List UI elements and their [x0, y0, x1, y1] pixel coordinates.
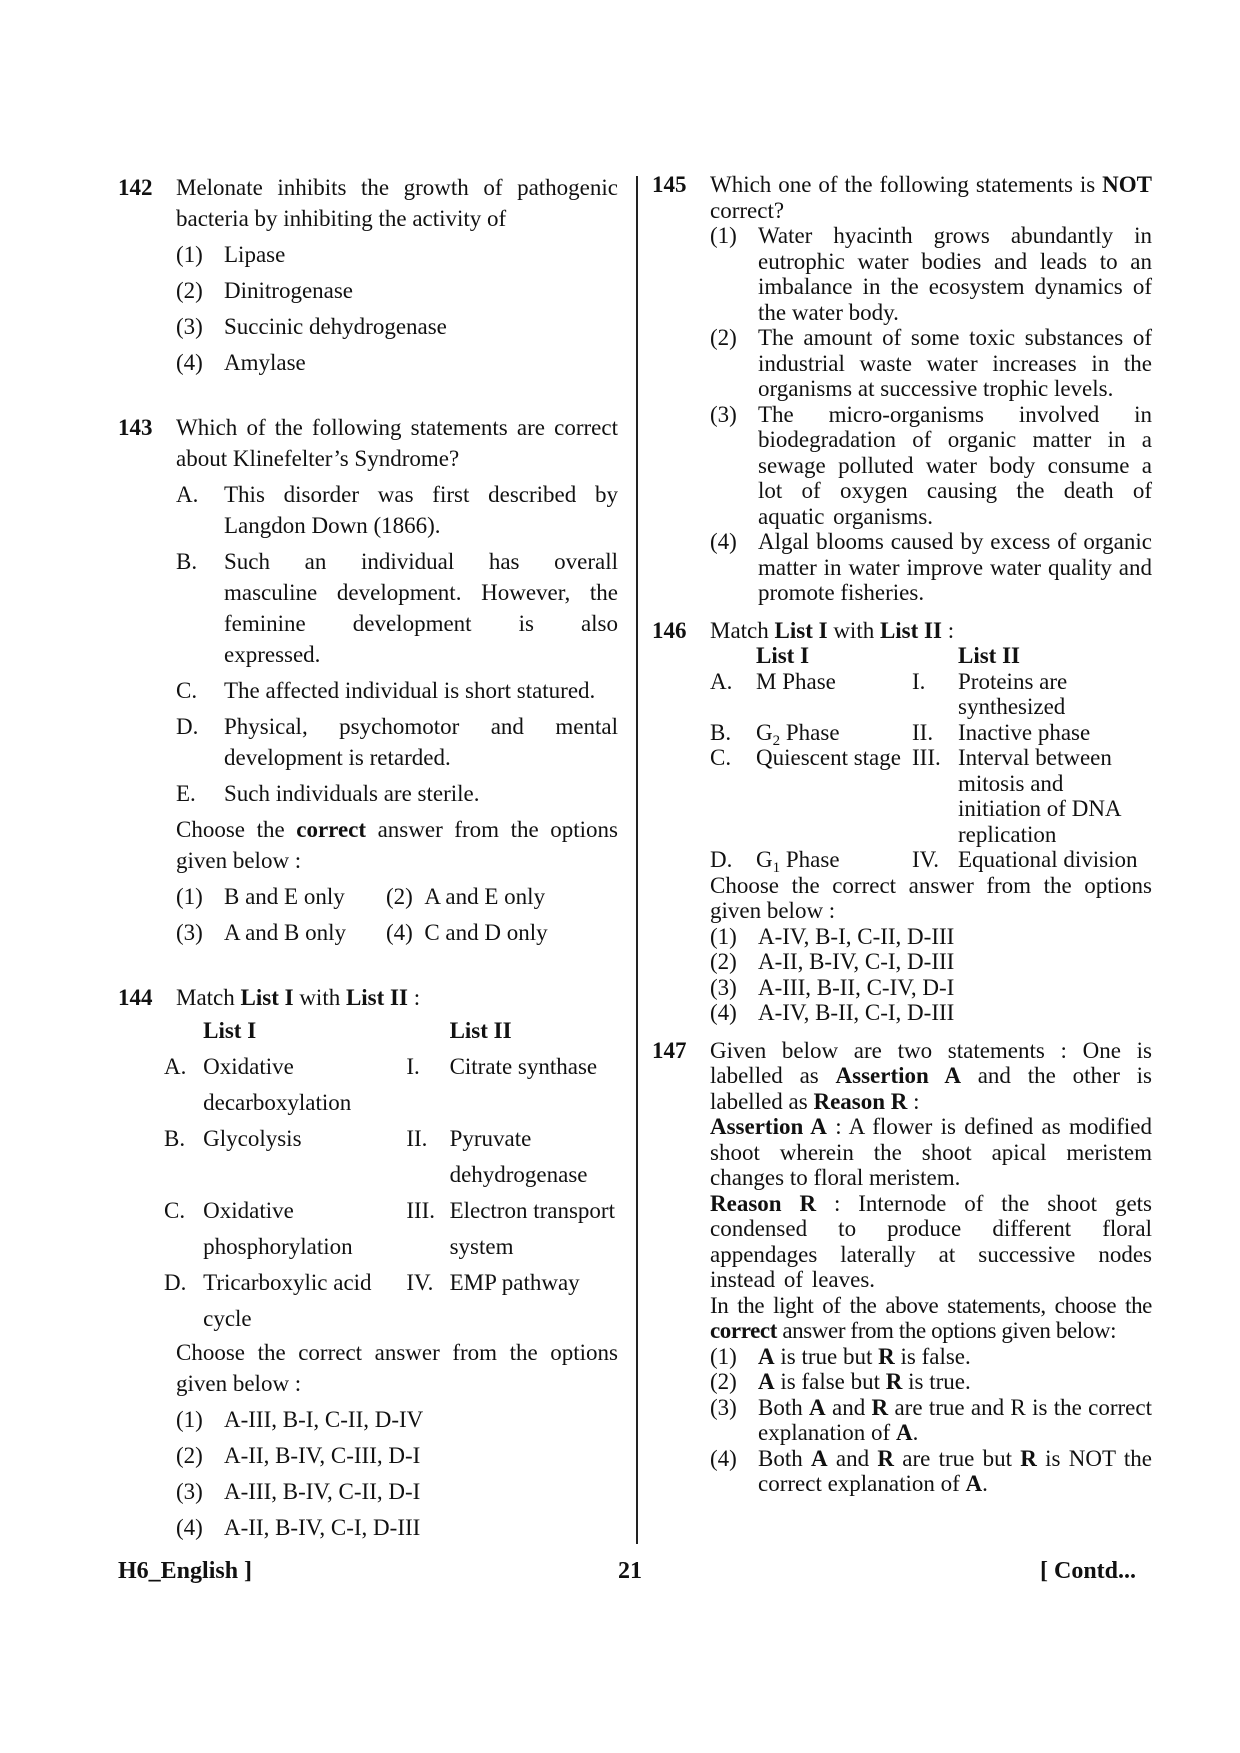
table-row: B. $G_2$ Phase II. Inactive phase — [710, 719, 1091, 749]
question-145 — [652, 172, 1152, 606]
choose-instruction: In the light of the above statements, choose the correct answer from the options given below: — [710, 1292, 1152, 1343]
question-number: 143 — [118, 415, 153, 440]
option-2: (2) A-II, B-IV, C-I, D-III — [710, 949, 955, 974]
option-3: (3) A-III, B-II, C-IV, D-I — [710, 974, 955, 1000]
question-number: 142 — [118, 175, 153, 200]
option-3: (3) The micro-organisms involved in biodegradation of organic matter in a sewage polluted water body consume a lot of oxygen causing the death of aquatic organisms. — [710, 401, 1152, 529]
question-number: 147 — [652, 1037, 687, 1063]
table-row: C. Quiescent stage III. Interval between mitosis and initiation of DNA replication — [710, 745, 1121, 847]
option-3: (3) Succinic dehydrogenase — [176, 314, 447, 339]
question-text: Match List I with List II : — [176, 985, 421, 1010]
page-number: 21 — [618, 1558, 642, 1584]
column-divider — [636, 176, 638, 1544]
assertion: Assertion A : A flower is defined as modified shoot wherein the shoot apical meristem changes to floral meristem. — [710, 1114, 1152, 1190]
option-2: (2) Dinitrogenase — [176, 278, 354, 303]
question-144 — [118, 982, 618, 1543]
option-4: (4) A-IV, B-II, C-I, D-III — [710, 1000, 955, 1025]
option-4: (4) Both A and R are true but R is NOT the correct explanation of A. — [710, 1445, 1152, 1496]
option-4: (4) A-II, B-IV, C-I, D-III — [176, 1515, 421, 1540]
match-table — [164, 1013, 618, 1337]
option-1: (1) B and E only — [176, 884, 345, 909]
match-table — [710, 643, 1148, 876]
question-text: Which one of the following statements is NOT correct? — [710, 172, 1152, 223]
option-2: (2) The amount of some toxic substances of industrial waste water increases in the organisms at successive trophic levels. — [710, 325, 1152, 401]
option-1: (1) A is true but R is false. — [710, 1343, 971, 1369]
table-header: List I List II — [203, 1018, 512, 1043]
option-4: (4) C and D only — [386, 920, 548, 945]
options-row-1 — [176, 881, 618, 912]
question-text: Match List I with List II : — [710, 617, 955, 643]
statement-c: C. The affected individual is short statured. — [176, 678, 596, 703]
question-147 — [652, 1038, 1152, 1497]
table-row: C. Oxidative phosphorylation III. Electron transport system — [164, 1198, 615, 1259]
table-row: B. Glycolysis II. Pyruvate dehydrogenase — [164, 1126, 588, 1187]
option-3: (3) Both A and R are true and R is the correct explanation of A. — [710, 1394, 1152, 1445]
option-1: (1) A-III, B-I, C-II, D-IV — [176, 1407, 424, 1432]
question-text: Melonate inhibits the growth of pathogenic bacteria by inhibiting the activity of — [176, 175, 618, 231]
statement-a: A. This disorder was first described by Langdon Down (1866). — [176, 482, 618, 538]
question-intro: Given below are two statements : One is labelled as Assertion A and the other is labelled as Reason R : — [710, 1037, 1152, 1114]
reason: Reason R : Internode of the shoot gets condensed to produce different floral appendages laterally at successive nodes instead of leaves. — [710, 1190, 1153, 1292]
question-142 — [118, 172, 618, 378]
statement-e: E. Such individuals are sterile. — [176, 781, 480, 806]
option-3: (3) A and B only — [176, 920, 347, 945]
option-1: (1) Lipase — [176, 242, 286, 267]
question-number: 145 — [652, 172, 687, 197]
question-number: 144 — [118, 985, 153, 1010]
option-1: (1) A-IV, B-I, C-II, D-III — [710, 923, 955, 949]
table-row: A. Oxidative decarboxylation I. Citrate synthase — [164, 1054, 598, 1115]
question-number: 146 — [652, 617, 687, 643]
statement-d: D. Physical, psychomotor and mental development is retarded. — [176, 714, 618, 770]
table-row: A. M Phase I. Proteins are synthesized — [710, 668, 1068, 719]
choose-instruction: Choose the correct answer from the options given below : — [176, 1340, 618, 1396]
statement-b: B. Such an individual has overall masculine development. However, the feminine development is also expressed. — [176, 549, 618, 667]
option-1: (1) Water hyacinth grows abundantly in eutrophic water bodies and leads to an imbalance in the ecosystem dynamics of the water body. — [710, 223, 1152, 325]
option-2: (2) A-II, B-IV, C-III, D-I — [176, 1443, 421, 1468]
choose-instruction: Choose the correct answer from the options given below : — [176, 817, 618, 873]
right-column — [652, 172, 1152, 1497]
choose-instruction: Choose the correct answer from the options given below : — [710, 872, 1152, 923]
option-2: (2) A is false but R is true. — [710, 1369, 971, 1394]
table-row: D. Tricarboxylic acid cycle IV. EMP pathway — [164, 1270, 580, 1331]
option-4: (4) Amylase — [176, 350, 306, 375]
footer-booklet-code: H6_English ] — [118, 1558, 253, 1584]
footer-contd: [ Contd... — [1040, 1558, 1137, 1584]
option-4: (4) Algal blooms caused by excess of organic matter in water improve water quality and promote fisheries. — [710, 529, 1152, 605]
left-column — [118, 172, 618, 1543]
table-header: List I List II — [756, 643, 1020, 668]
table-row: D. $G_1$ Phase IV. Equational division — [710, 847, 1138, 876]
question-143 — [118, 412, 618, 948]
option-3: (3) A-III, B-IV, C-II, D-I — [176, 1479, 421, 1504]
question-146 — [652, 618, 1152, 1026]
question-text: Which of the following statements are correct about Klinefelter’s Syndrome? — [176, 415, 618, 471]
options-row-2 — [176, 917, 618, 948]
option-2: (2) A and E only — [386, 884, 546, 909]
